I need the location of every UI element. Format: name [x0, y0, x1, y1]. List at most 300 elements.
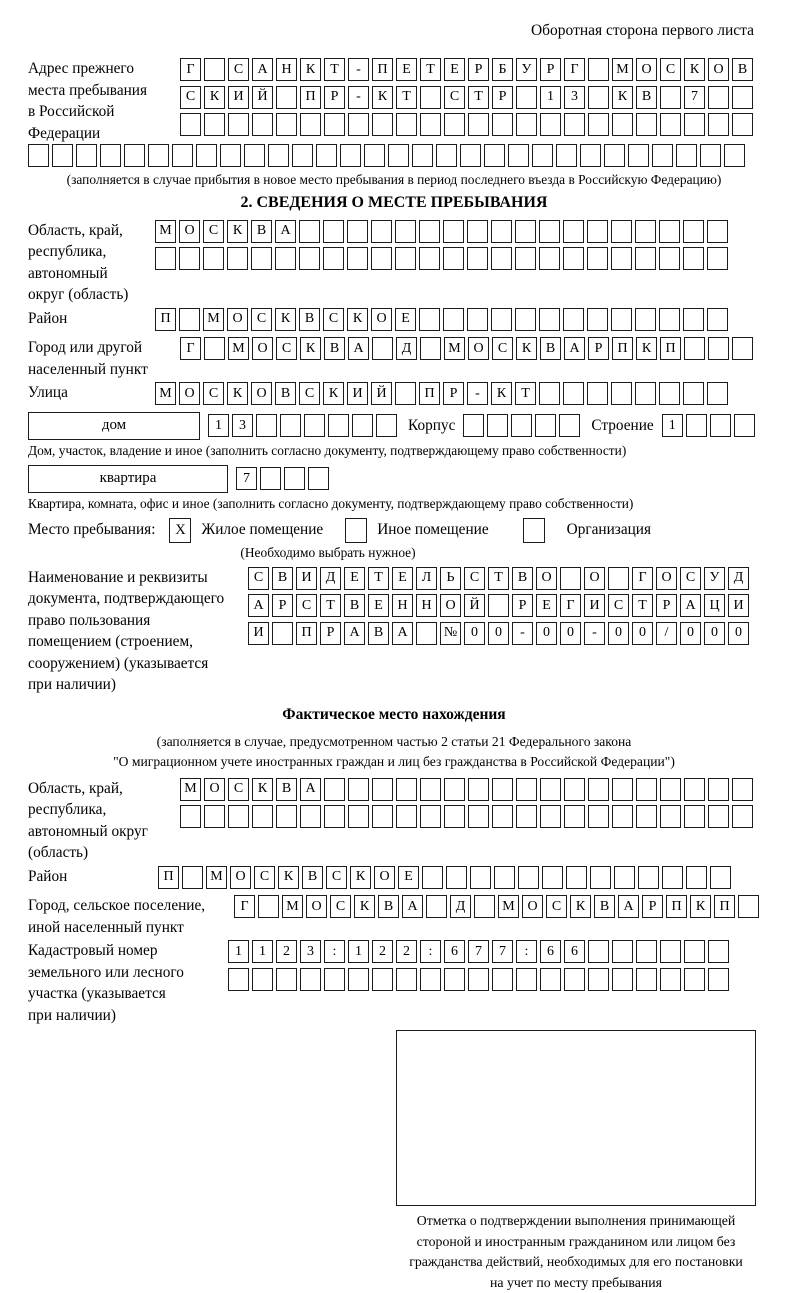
char-cell: 1	[208, 414, 229, 437]
char-cell	[444, 113, 465, 136]
char-cell: В	[594, 895, 615, 918]
char-cell: Е	[392, 567, 413, 590]
char-cell: И	[228, 86, 249, 109]
char-cell	[738, 895, 759, 918]
char-cell	[635, 308, 656, 331]
char-cell	[539, 220, 560, 243]
char-cell	[612, 778, 633, 801]
char-cell	[590, 866, 611, 889]
char-cell	[611, 308, 632, 331]
char-cell: А	[248, 594, 269, 617]
char-cell	[444, 805, 465, 828]
city-label: Город или другой населенный пункт	[28, 339, 148, 378]
option-other-premise-label: Иное помещение	[377, 521, 489, 538]
char-cell: С	[492, 337, 513, 360]
char-cell	[684, 968, 705, 991]
char-cell: 1	[348, 940, 369, 963]
char-cell: С	[299, 382, 320, 405]
char-cell: Е	[368, 594, 389, 617]
char-cell	[516, 778, 537, 801]
char-cell	[608, 567, 629, 590]
char-cell	[396, 113, 417, 136]
char-cell: И	[347, 382, 368, 405]
grid-row	[248, 622, 752, 645]
grid-row	[248, 567, 752, 590]
char-cell: А	[252, 58, 273, 81]
char-cell	[292, 144, 313, 167]
char-cell: Р	[588, 337, 609, 360]
char-cell: А	[392, 622, 413, 645]
char-cell	[560, 567, 581, 590]
char-cell	[179, 247, 200, 270]
char-cell: Г	[180, 337, 201, 360]
char-cell	[612, 805, 633, 828]
char-cell	[708, 778, 729, 801]
char-cell: Т	[368, 567, 389, 590]
char-cell: К	[636, 337, 657, 360]
house-caption: Дом, участок, владение и иное (заполнить согласно документу, подтверждающему право собственности)	[28, 442, 627, 458]
char-cell: О	[179, 220, 200, 243]
char-cell	[420, 337, 441, 360]
char-cell: 6	[564, 940, 585, 963]
char-cell: В	[540, 337, 561, 360]
char-cell	[376, 414, 397, 437]
char-cell	[276, 805, 297, 828]
char-cell	[180, 113, 201, 136]
char-cell	[563, 247, 584, 270]
char-cell	[204, 113, 225, 136]
char-cell	[396, 778, 417, 801]
char-cell	[324, 805, 345, 828]
char-cell: Д	[728, 567, 749, 590]
char-cell: В	[636, 86, 657, 109]
char-cell	[635, 220, 656, 243]
char-cell: О	[708, 58, 729, 81]
char-cell	[179, 308, 200, 331]
korpus-label: Корпус	[408, 416, 456, 434]
char-cell: А	[300, 778, 321, 801]
char-cell	[272, 622, 293, 645]
region-block	[28, 220, 760, 306]
char-cell	[683, 382, 704, 405]
char-cell	[708, 805, 729, 828]
grid-row	[180, 778, 756, 801]
char-cell	[328, 414, 349, 437]
char-cell: С	[203, 220, 224, 243]
char-cell: П	[714, 895, 735, 918]
char-cell	[299, 220, 320, 243]
char-cell: К	[252, 778, 273, 801]
char-cell	[587, 247, 608, 270]
confirmation-caption: Отметка о подтверждении выполнения принимающей стороной и иностранным гражданином или лицом без гражданства действий, необходимых для его постановки на учет по месту пребывания	[409, 1213, 743, 1290]
char-cell	[487, 414, 508, 437]
char-cell	[516, 86, 537, 109]
char-cell	[563, 308, 584, 331]
char-cell	[491, 308, 512, 331]
char-cell: А	[348, 337, 369, 360]
char-cell	[276, 113, 297, 136]
char-cell	[276, 86, 297, 109]
char-cell	[683, 247, 704, 270]
char-cell	[710, 866, 731, 889]
region-label: Область, край, республика, автономный округ (область)	[28, 221, 129, 303]
char-cell: Г	[560, 594, 581, 617]
char-cell: А	[275, 220, 296, 243]
char-cell	[228, 968, 249, 991]
char-cell: 0	[488, 622, 509, 645]
char-cell	[540, 113, 561, 136]
char-cell	[612, 113, 633, 136]
char-cell	[323, 220, 344, 243]
char-cell: Е	[536, 594, 557, 617]
char-cell: С	[608, 594, 629, 617]
char-cell	[564, 778, 585, 801]
char-cell: -	[584, 622, 605, 645]
char-cell	[347, 220, 368, 243]
char-cell: В	[378, 895, 399, 918]
char-cell: К	[372, 86, 393, 109]
char-cell	[420, 86, 441, 109]
char-cell	[467, 308, 488, 331]
char-cell	[660, 86, 681, 109]
char-cell: М	[498, 895, 519, 918]
grid-row	[155, 220, 731, 243]
char-cell: Е	[396, 58, 417, 81]
char-cell	[636, 778, 657, 801]
char-cell: О	[251, 382, 272, 405]
char-cell	[635, 247, 656, 270]
char-cell: Р	[642, 895, 663, 918]
char-cell	[268, 144, 289, 167]
actual-location-note: (заполняется в случае, предусмотренном частью 2 статьи 21 Федерального закона "О миграционном учете иностранных граждан и лиц без гражданства в Российской Федерации")	[113, 733, 675, 769]
char-cell	[684, 337, 705, 360]
city-block	[28, 337, 760, 380]
char-cell	[614, 866, 635, 889]
stay-type-line	[28, 518, 760, 543]
previous-address-block	[28, 58, 760, 144]
char-cell: К	[300, 58, 321, 81]
char-cell	[612, 968, 633, 991]
char-cell: С	[248, 567, 269, 590]
char-cell	[364, 144, 385, 167]
char-cell	[470, 866, 491, 889]
char-cell	[252, 113, 273, 136]
char-cell	[734, 414, 755, 437]
char-cell: Й	[464, 594, 485, 617]
char-cell	[308, 467, 329, 490]
char-cell	[436, 144, 457, 167]
char-cell	[660, 940, 681, 963]
char-cell: А	[618, 895, 639, 918]
char-cell	[395, 220, 416, 243]
char-cell	[659, 247, 680, 270]
char-cell: Р	[320, 622, 341, 645]
char-cell: К	[227, 220, 248, 243]
char-cell	[660, 113, 681, 136]
char-cell: О	[306, 895, 327, 918]
char-cell	[660, 968, 681, 991]
char-cell: У	[704, 567, 725, 590]
char-cell	[172, 144, 193, 167]
apartment-number-cells	[236, 467, 332, 490]
char-cell	[204, 805, 225, 828]
char-cell	[508, 144, 529, 167]
char-cell: Д	[320, 567, 341, 590]
char-cell: С	[180, 86, 201, 109]
korpus-cells	[463, 414, 583, 437]
char-cell	[635, 382, 656, 405]
char-cell	[100, 144, 121, 167]
char-cell	[420, 778, 441, 801]
char-cell	[732, 805, 753, 828]
char-cell: В	[732, 58, 753, 81]
char-cell: М	[180, 778, 201, 801]
char-cell	[395, 247, 416, 270]
char-cell: Г	[180, 58, 201, 81]
grid-row	[158, 866, 734, 889]
char-cell	[516, 968, 537, 991]
char-cell	[611, 220, 632, 243]
char-cell: К	[350, 866, 371, 889]
char-cell: К	[516, 337, 537, 360]
char-cell: К	[570, 895, 591, 918]
char-cell	[468, 113, 489, 136]
char-cell	[468, 968, 489, 991]
char-cell: Н	[392, 594, 413, 617]
house-box-label: дом	[28, 412, 200, 440]
char-cell	[324, 968, 345, 991]
char-cell	[652, 144, 673, 167]
char-cell	[684, 805, 705, 828]
street-block	[28, 382, 760, 410]
char-cell	[420, 968, 441, 991]
char-cell	[539, 382, 560, 405]
char-cell: П	[612, 337, 633, 360]
char-cell: -	[467, 382, 488, 405]
char-cell: И	[296, 567, 317, 590]
char-cell	[300, 113, 321, 136]
cadastre-block	[28, 940, 760, 1026]
char-cell	[683, 220, 704, 243]
char-cell: /	[656, 622, 677, 645]
char-cell	[707, 308, 728, 331]
char-cell	[323, 247, 344, 270]
char-cell	[76, 144, 97, 167]
stay-type-note: (Необходимо выбрать нужное)	[240, 544, 416, 560]
char-cell	[518, 866, 539, 889]
char-cell: 1	[662, 414, 683, 437]
cadastre-grid	[228, 940, 732, 995]
char-cell	[467, 220, 488, 243]
char-cell	[604, 144, 625, 167]
char-cell	[227, 247, 248, 270]
char-cell: 3	[564, 86, 585, 109]
char-cell	[426, 895, 447, 918]
char-cell: Л	[416, 567, 437, 590]
char-cell: О	[227, 308, 248, 331]
char-cell: О	[656, 567, 677, 590]
char-cell	[611, 247, 632, 270]
char-cell	[372, 968, 393, 991]
section2-title: 2. СВЕДЕНИЯ О МЕСТЕ ПРЕБЫВАНИЯ	[240, 193, 548, 211]
char-cell	[707, 247, 728, 270]
char-cell: Р	[468, 58, 489, 81]
char-cell	[299, 247, 320, 270]
char-cell	[559, 414, 580, 437]
char-cell	[532, 144, 553, 167]
char-cell: Г	[234, 895, 255, 918]
char-cell: Д	[450, 895, 471, 918]
char-cell	[204, 58, 225, 81]
char-cell: С	[323, 308, 344, 331]
char-cell	[516, 113, 537, 136]
char-cell	[395, 382, 416, 405]
char-cell: Ь	[440, 567, 461, 590]
char-cell	[588, 113, 609, 136]
char-cell	[492, 968, 513, 991]
grid-row	[155, 382, 731, 405]
char-cell	[564, 968, 585, 991]
grid-row	[228, 968, 732, 991]
char-cell	[710, 414, 731, 437]
char-cell: В	[512, 567, 533, 590]
char-cell: 6	[444, 940, 465, 963]
char-cell	[444, 778, 465, 801]
char-cell	[587, 308, 608, 331]
char-cell: 7	[236, 467, 257, 490]
char-cell: Т	[324, 58, 345, 81]
option-residential-label: Жилое помещение	[201, 521, 324, 538]
char-cell	[564, 113, 585, 136]
char-cell: М	[228, 337, 249, 360]
previous-address-note: (заполняется в случае прибытия в новое место пребывания в период последнего въезда в Российскую Федерацию)	[66, 171, 722, 187]
char-cell: 3	[232, 414, 253, 437]
char-cell	[443, 308, 464, 331]
char-cell: С	[276, 337, 297, 360]
char-cell	[396, 968, 417, 991]
grid-row	[155, 247, 731, 270]
char-cell: 0	[560, 622, 581, 645]
char-cell: О	[371, 308, 392, 331]
char-cell: Ц	[704, 594, 725, 617]
char-cell	[587, 382, 608, 405]
char-cell: 3	[300, 940, 321, 963]
char-cell	[708, 113, 729, 136]
grid-row	[180, 805, 756, 828]
char-cell	[284, 467, 305, 490]
char-cell: 0	[632, 622, 653, 645]
char-cell	[683, 308, 704, 331]
char-cell: Й	[371, 382, 392, 405]
char-cell	[588, 86, 609, 109]
char-cell: М	[155, 382, 176, 405]
char-cell	[276, 968, 297, 991]
document-label: Наименование и реквизиты документа, подтверждающего право пользования помещением (строением, сооружением) (указывается при наличии)	[28, 568, 225, 693]
char-cell: 1	[228, 940, 249, 963]
char-cell: 2	[276, 940, 297, 963]
char-cell	[660, 778, 681, 801]
char-cell	[258, 895, 279, 918]
char-cell	[155, 247, 176, 270]
char-cell	[732, 86, 753, 109]
char-cell: :	[516, 940, 537, 963]
char-cell	[700, 144, 721, 167]
char-cell: М	[203, 308, 224, 331]
char-cell	[348, 968, 369, 991]
char-cell: У	[516, 58, 537, 81]
apartment-line	[28, 465, 760, 493]
char-cell: И	[248, 622, 269, 645]
char-cell	[708, 337, 729, 360]
char-cell: Р	[324, 86, 345, 109]
char-cell: И	[584, 594, 605, 617]
char-cell	[662, 866, 683, 889]
char-cell	[732, 778, 753, 801]
grid-row	[180, 113, 756, 136]
char-cell	[196, 144, 217, 167]
char-cell	[660, 805, 681, 828]
char-cell: О	[230, 866, 251, 889]
char-cell	[443, 220, 464, 243]
char-cell: Т	[420, 58, 441, 81]
char-cell: О	[252, 337, 273, 360]
char-cell	[492, 113, 513, 136]
char-cell: К	[690, 895, 711, 918]
char-cell: С	[444, 86, 465, 109]
char-cell: В	[302, 866, 323, 889]
region-grid	[155, 220, 731, 275]
char-cell: В	[324, 337, 345, 360]
char-cell: С	[680, 567, 701, 590]
char-cell	[636, 940, 657, 963]
char-cell: К	[323, 382, 344, 405]
char-cell	[204, 337, 225, 360]
char-cell: Р	[492, 86, 513, 109]
apartment-caption: Квартира, комната, офис и иное (заполнить согласно документу, подтверждающему право собственности)	[28, 495, 634, 511]
char-cell	[515, 308, 536, 331]
char-cell	[182, 866, 203, 889]
char-cell: П	[296, 622, 317, 645]
char-cell: А	[680, 594, 701, 617]
char-cell: Т	[396, 86, 417, 109]
char-cell	[467, 247, 488, 270]
char-cell	[300, 805, 321, 828]
char-cell: С	[296, 594, 317, 617]
char-cell: К	[347, 308, 368, 331]
char-cell	[348, 113, 369, 136]
char-cell	[516, 805, 537, 828]
char-cell	[611, 382, 632, 405]
char-cell: Р	[656, 594, 677, 617]
char-cell: Н	[416, 594, 437, 617]
char-cell	[203, 247, 224, 270]
char-cell	[228, 113, 249, 136]
char-cell	[588, 940, 609, 963]
district-label: Район	[28, 309, 68, 327]
char-cell	[340, 144, 361, 167]
char-cell	[484, 144, 505, 167]
char-cell: Т	[515, 382, 536, 405]
char-cell	[540, 778, 561, 801]
char-cell	[28, 144, 49, 167]
char-cell: Е	[395, 308, 416, 331]
char-cell: О	[522, 895, 543, 918]
char-cell	[488, 594, 509, 617]
char-cell: О	[584, 567, 605, 590]
stroenie-cells	[662, 414, 758, 437]
char-cell: М	[444, 337, 465, 360]
char-cell	[228, 805, 249, 828]
